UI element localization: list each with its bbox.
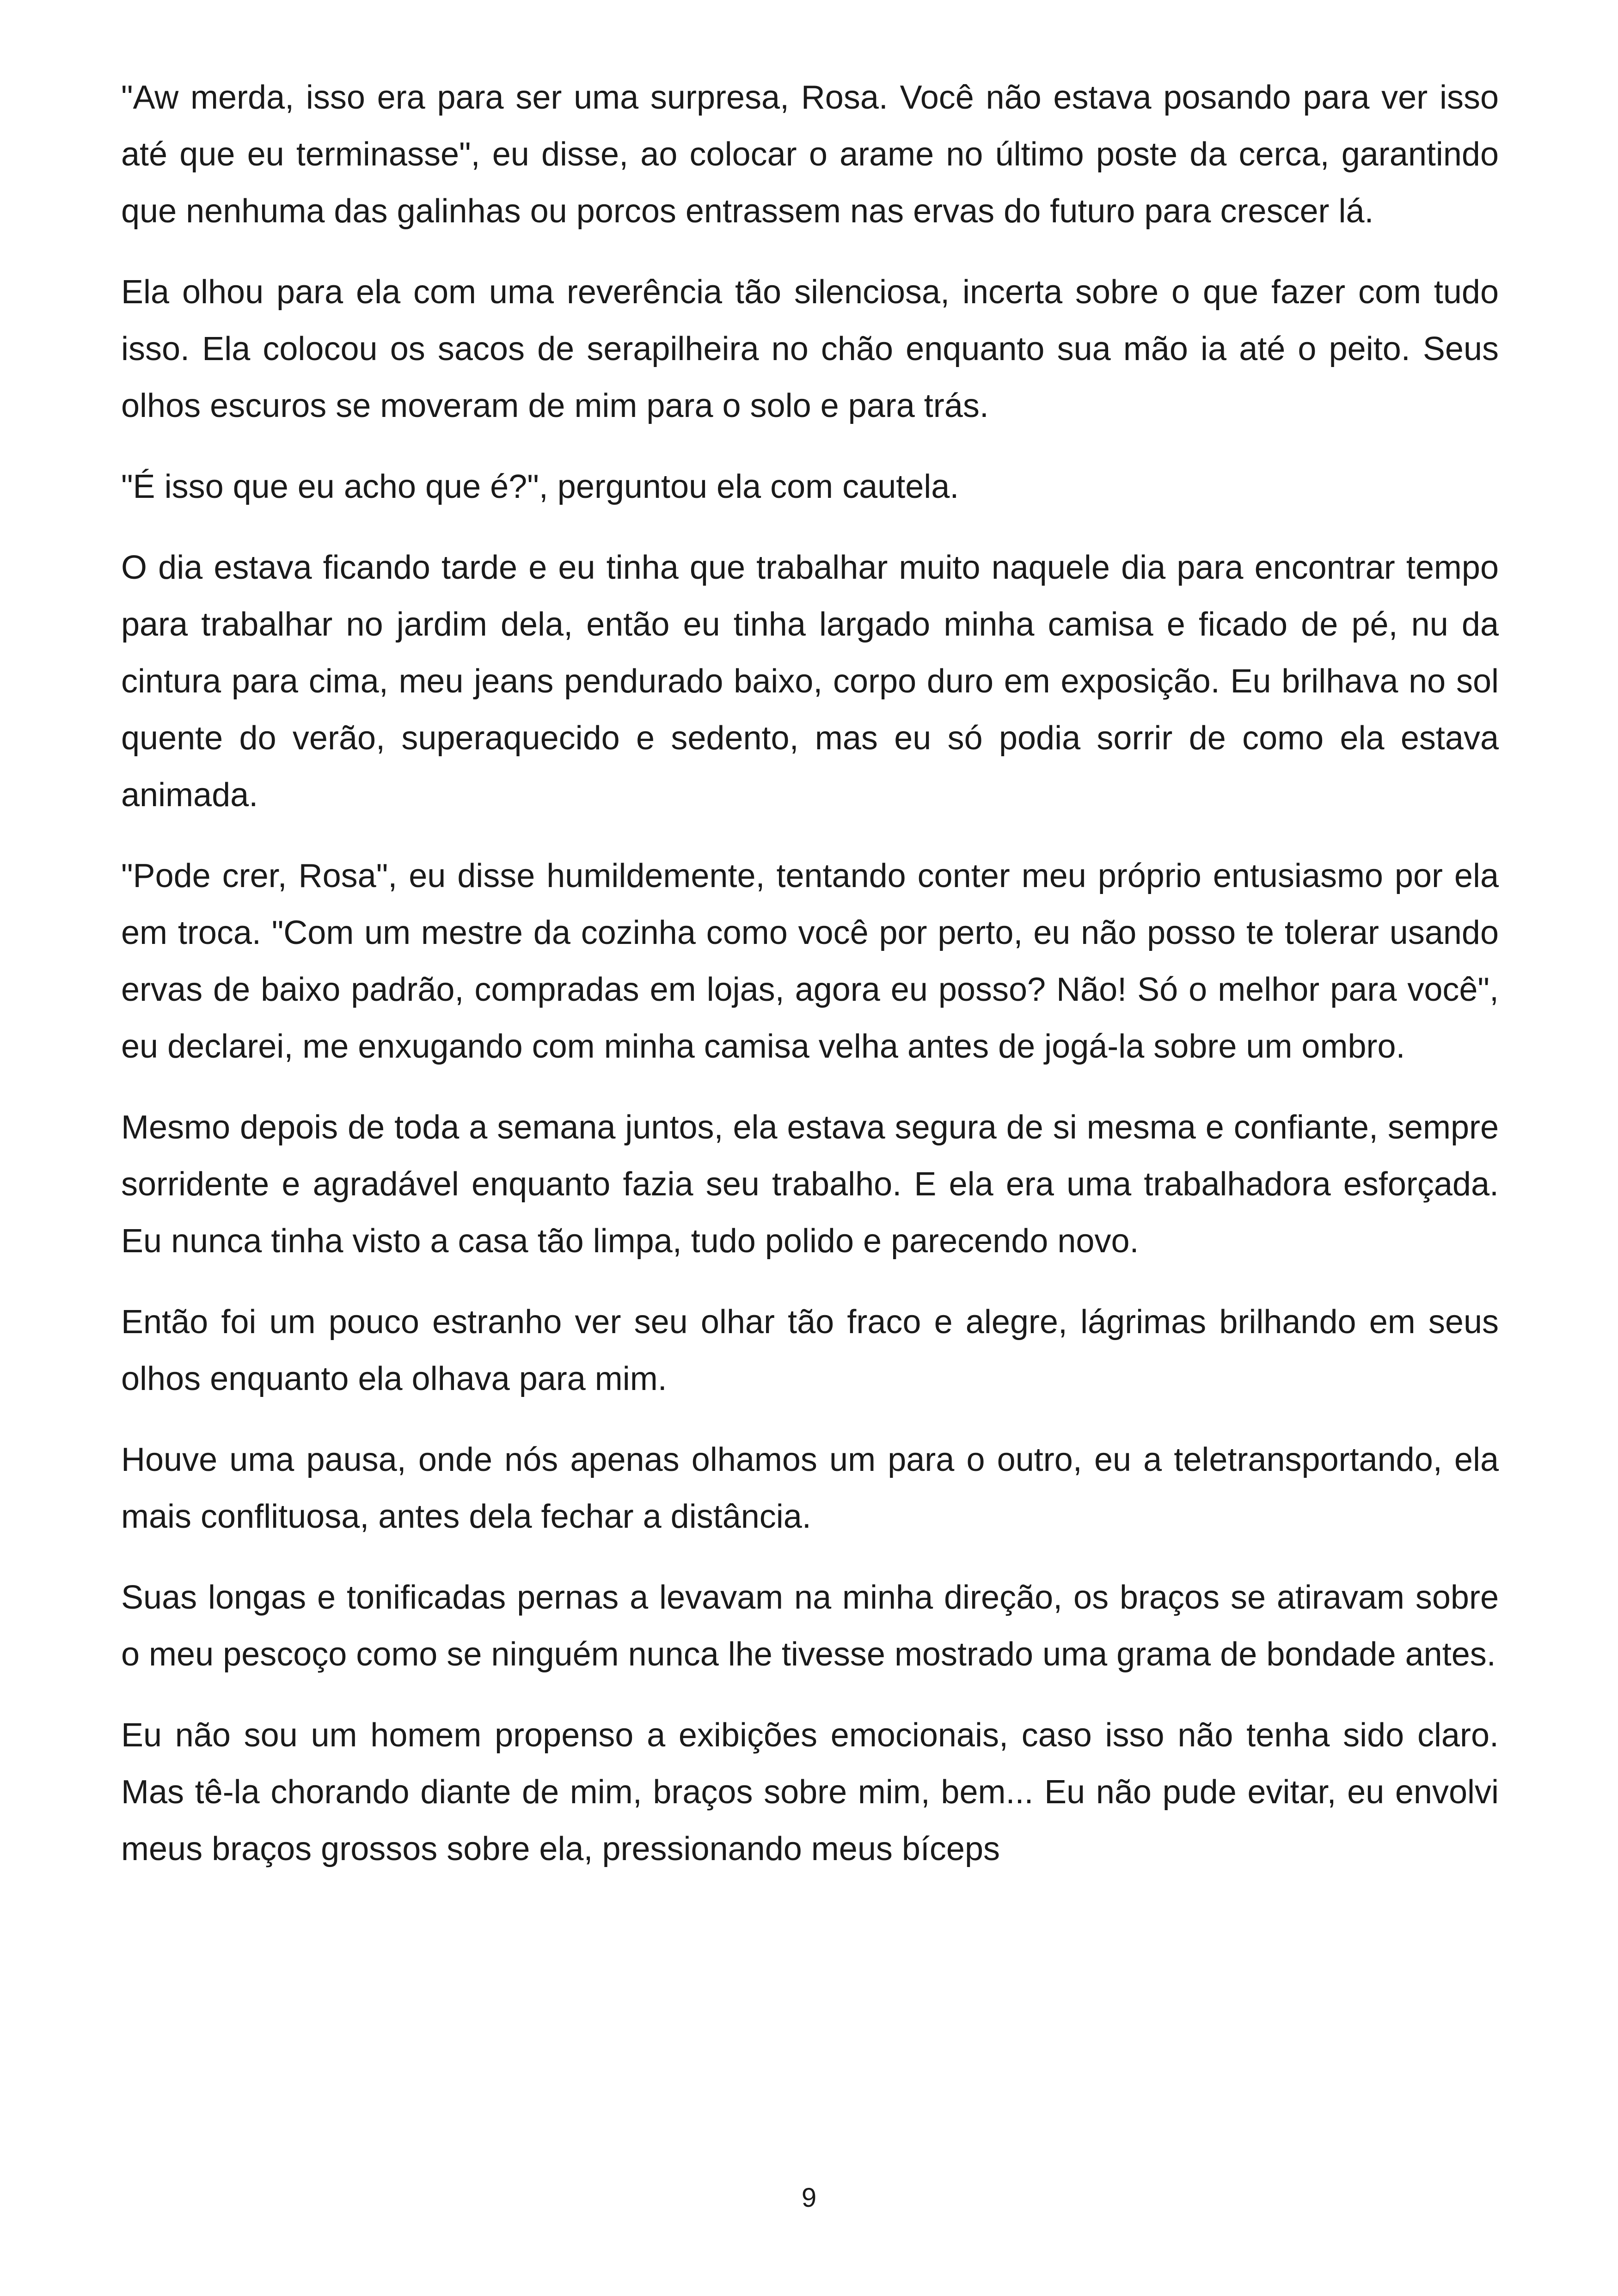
paragraph-10: Eu não sou um homem propenso a exibições emocionais, caso isso não tenha sido claro. Mas tê-la chorando diante de mim, braços sobre mim, bem... Eu não pude evitar, eu envolvi meus braços grossos sobre ela, pressionando meus bíceps <box>121 1717 1499 1867</box>
paragraph-2: Ela olhou para ela com uma reverência tão silenciosa, incerta sobre o que fazer com tudo isso. Ela colocou os sacos de serapilheira no chão enquanto sua mão ia até o peito. Seus olhos escuros se moveram de mim para o solo e para trás. <box>121 274 1499 424</box>
paragraph-8: Houve uma pausa, onde nós apenas olhamos um para o outro, eu a teletransportando, ela mais conflituosa, antes dela fechar a distância. <box>121 1441 1499 1535</box>
paragraph-3: "É isso que eu acho que é?", perguntou ela com cautela. <box>121 468 959 505</box>
paragraph-9: Suas longas e tonificadas pernas a levavam na minha direção, os braços se atiravam sobre o meu pescoço como se ninguém nunca lhe tivesse mostrado uma grama de bondade antes. <box>121 1579 1499 1673</box>
paragraph-6: Mesmo depois de toda a semana juntos, ela estava segura de si mesma e confiante, sempre sorridente e agradável enquanto fazia seu trabalho. E ela era uma trabalhadora esforçada. Eu nunca tinha visto a casa tão limpa, tudo polido e parecendo novo. <box>121 1109 1499 1260</box>
paragraph-4: O dia estava ficando tarde e eu tinha que trabalhar muito naquele dia para encontrar tempo para trabalhar no jardim dela, então eu tinha largado minha camisa e ficado de pé, nu da cintura para cima, meu jeans pendurado baixo, corpo duro em exposição. Eu brilhava no sol quente do verão, superaquecido e sedento, mas eu só podia sorrir de como ela estava animada. <box>121 549 1499 814</box>
page-number: 9 <box>801 2183 817 2213</box>
paragraph-5: "Pode crer, Rosa", eu disse humildemente, tentando conter meu próprio entusiasmo por ela em troca. "Com um mestre da cozinha como você por perto, eu não posso te tolerar usando ervas de baixo padrão, compradas em lojas, agora eu posso? Não! Só o melhor para você", eu declarei, me enxugando com minha camisa velha antes de jogá-la sobre um ombro. <box>121 857 1499 1065</box>
paragraph-7: Então foi um pouco estranho ver seu olhar tão fraco e alegre, lágrimas brilhando em seus olhos enquanto ela olhava para mim. <box>121 1304 1499 1397</box>
paragraph-1: "Aw merda, isso era para ser uma surpresa, Rosa. Você não estava posando para ver isso até que eu terminasse", eu disse, ao colocar o arame no último poste da cerca, garantindo que nenhuma das galinhas ou porcos entrassem nas ervas do futuro para crescer lá. <box>121 79 1499 230</box>
page-body <box>121 69 1499 1902</box>
